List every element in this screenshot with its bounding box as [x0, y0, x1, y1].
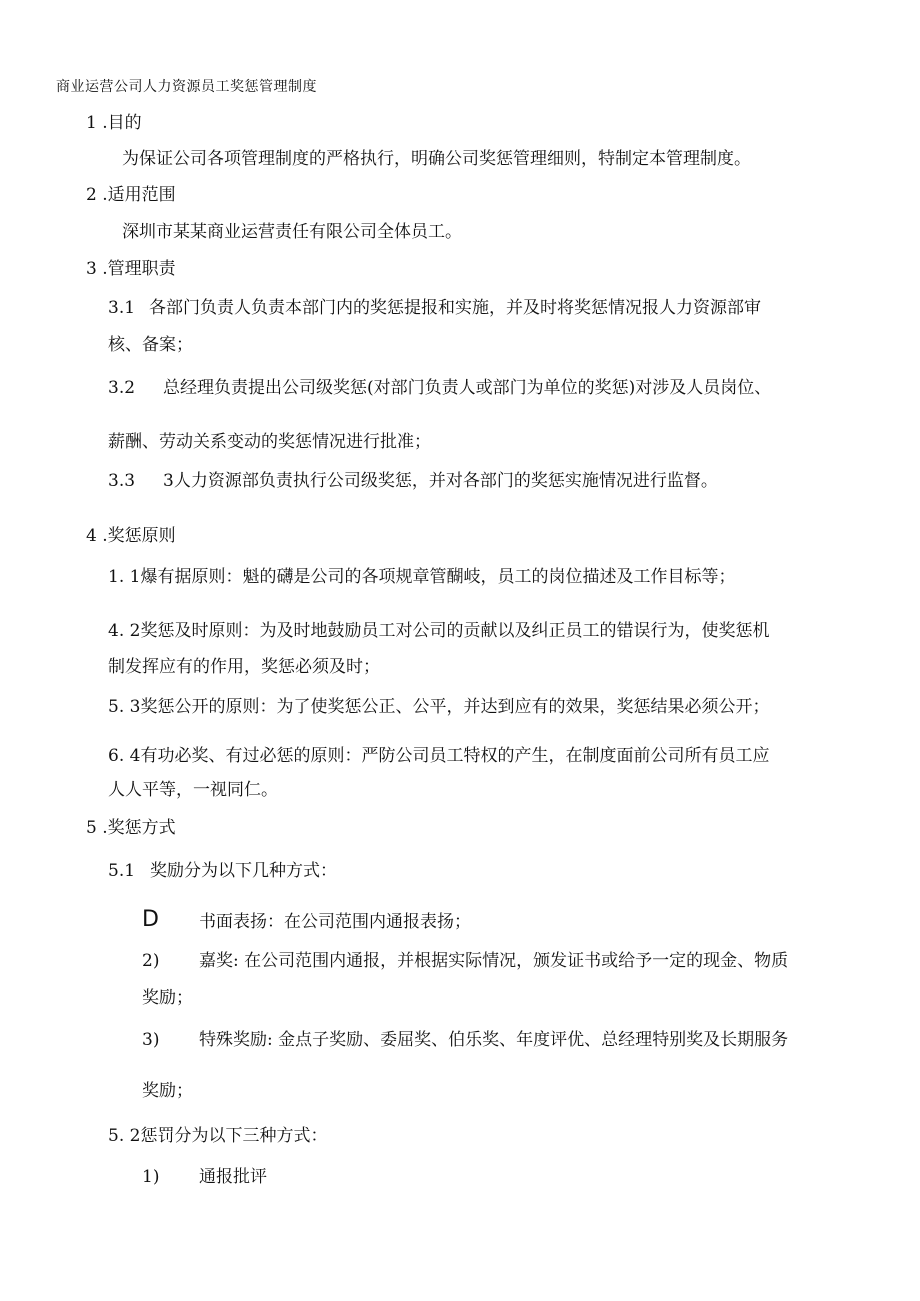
item-5-2-text: 5. 2惩罚分为以下三种方式：	[108, 1126, 328, 1146]
section-3-heading: 3 .管理职责	[86, 259, 176, 279]
item-5-1-number: 5.1	[108, 861, 136, 881]
item-3-1-text: 各部门负责人负责本部门内的奖惩提报和实施，并及时将奖惩情况报人力资源部审	[149, 298, 761, 318]
principle-2-cont: 制发挥应有的作用，奖惩必须及时；	[108, 657, 380, 677]
item-5-1-text: 奖励分为以下几种方式：	[150, 861, 337, 881]
penalty-1-text: 通报批评	[199, 1167, 267, 1187]
section-1-heading: 1 .目的	[86, 113, 142, 133]
principle-3: 5. 3奖惩公开的原则：为了使奖惩公正、公平，并达到应有的效果，奖惩结果必须公开；	[108, 697, 770, 717]
section-5-heading: 5 .奖惩方式	[86, 818, 176, 838]
reward-1-text: 书面表扬：在公司范围内通报表扬；	[199, 912, 471, 932]
reward-3-text: 特殊奖励: 金点子奖励、委屈奖、伯乐奖、年度评优、总经理特别奖及长期服务	[199, 1030, 789, 1050]
principle-1: 1. 1爆有据原则：魁的礴是公司的各项规章管醐岐，员工的岗位描述及工作目标等；	[108, 567, 736, 587]
item-3-3-text: 3人力资源部负责执行公司级奖惩，并对各部门的奖惩实施情况进行监督。	[163, 471, 718, 491]
reward-3-marker: 3)	[142, 1030, 160, 1050]
section-4-heading: 4 .奖惩原则	[86, 526, 176, 546]
principle-4: 6. 4有功必奖、有过必惩的原则：严防公司员工特权的产生，在制度面前公司所有员工应	[108, 746, 770, 766]
item-3-2-text-cont: 薪酬、劳动关系变动的奖惩情况进行批准；	[108, 432, 431, 452]
section-2-body: 深圳市某某商业运营责任有限公司全体员工。	[122, 222, 462, 242]
reward-3-text-cont: 奖励；	[142, 1081, 193, 1101]
item-3-1-number: 3.1	[108, 298, 136, 318]
principle-2: 4. 2奖惩及时原则：为及时地鼓励员工对公司的贡献以及纠正员工的错误行为，使奖惩机	[108, 621, 770, 641]
section-1-body: 为保证公司各项管理制度的严格执行，明确公司奖惩管理细则，特制定本管理制度。	[122, 149, 751, 169]
item-3-2-number: 3.2	[108, 378, 136, 398]
document-title: 商业运营公司人力资源员工奖惩管理制度	[56, 79, 317, 95]
item-3-2-text: 总经理负责提出公司级奖惩(对部门负责人或部门为单位的奖惩)对涉及人员岗位、	[163, 378, 772, 398]
reward-2-marker: 2)	[142, 951, 160, 971]
penalty-1-marker: 1)	[142, 1167, 160, 1187]
item-3-1-text-cont: 核、备案；	[108, 335, 193, 355]
reward-2-text: 嘉奖: 在公司范围内通报，并根据实际情况，颁发证书或给予一定的现金、物质	[199, 951, 789, 971]
reward-1-marker: D	[142, 907, 159, 932]
item-3-3-number: 3.3	[108, 471, 136, 491]
principle-4-cont: 人人平等，一视同仁。	[108, 780, 278, 800]
section-2-heading: 2 .适用范围	[86, 185, 176, 205]
reward-2-text-cont: 奖励；	[142, 988, 193, 1008]
